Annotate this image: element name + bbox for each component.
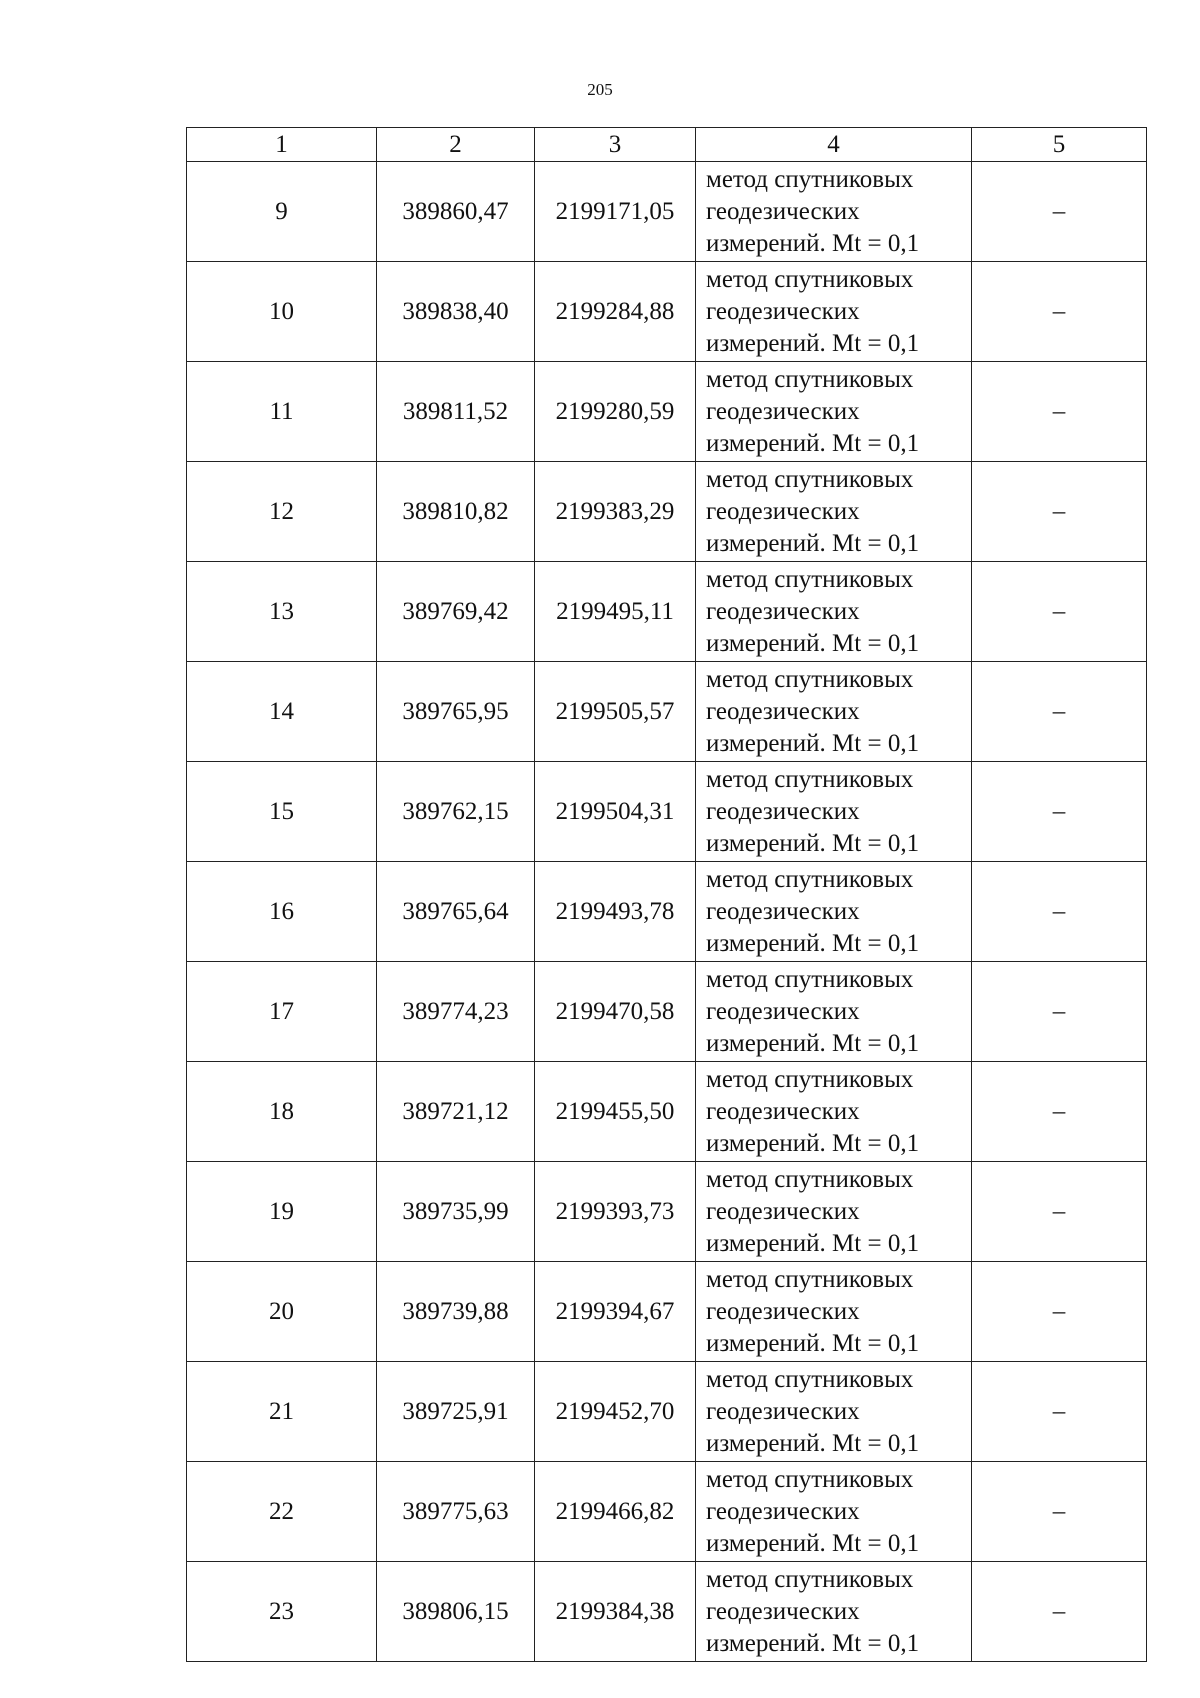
method-line: метод спутниковых (706, 1065, 914, 1093)
method-line: метод спутниковых (706, 865, 914, 893)
y-coordinate-cell: 2199452,70 (535, 1362, 696, 1462)
y-coordinate-cell: 2199504,31 (535, 762, 696, 862)
point-number-cell: 20 (187, 1262, 377, 1362)
point-number-cell: 17 (187, 962, 377, 1062)
method-cell (696, 362, 972, 462)
method-line: геодезических (706, 597, 860, 625)
x-coordinate-cell: 389739,88 (377, 1262, 535, 1362)
column-header-3: 3 (535, 128, 696, 162)
note-cell: – (972, 762, 1147, 862)
x-coordinate-cell: 389762,15 (377, 762, 535, 862)
method-cell (696, 1262, 972, 1362)
method-cell (696, 1562, 972, 1662)
method-line: геодезических (706, 1197, 860, 1225)
method-cell (696, 562, 972, 662)
x-coordinate-cell: 389775,63 (377, 1462, 535, 1562)
x-coordinate-cell: 389765,95 (377, 662, 535, 762)
x-coordinate-cell: 389811,52 (377, 362, 535, 462)
method-line: измерений. Mt = 0,1 (706, 629, 920, 657)
method-line: измерений. Mt = 0,1 (706, 729, 920, 757)
method-line: метод спутниковых (706, 1165, 914, 1193)
note-cell: – (972, 662, 1147, 762)
method-line: метод спутниковых (706, 1565, 914, 1593)
point-number-cell: 23 (187, 1562, 377, 1662)
point-number-cell: 14 (187, 662, 377, 762)
method-line: измерений. Mt = 0,1 (706, 1629, 920, 1657)
note-cell: – (972, 262, 1147, 362)
coordinates-table (186, 127, 1147, 1662)
method-line: метод спутниковых (706, 465, 914, 493)
y-coordinate-cell: 2199505,57 (535, 662, 696, 762)
method-line: измерений. Mt = 0,1 (706, 529, 920, 557)
method-line: измерений. Mt = 0,1 (706, 1329, 920, 1357)
y-coordinate-cell: 2199455,50 (535, 1062, 696, 1162)
column-header-4: 4 (696, 128, 972, 162)
method-line: геодезических (706, 497, 860, 525)
y-coordinate-cell: 2199495,11 (535, 562, 696, 662)
method-line: измерений. Mt = 0,1 (706, 1129, 920, 1157)
method-line: метод спутниковых (706, 365, 914, 393)
note-cell: – (972, 1562, 1147, 1662)
header-row (187, 128, 1147, 162)
table-row (187, 762, 1147, 862)
table-row (187, 662, 1147, 762)
method-cell (696, 462, 972, 562)
table-row (187, 1362, 1147, 1462)
method-line: измерений. Mt = 0,1 (706, 329, 920, 357)
table-row (187, 262, 1147, 362)
note-cell: – (972, 1262, 1147, 1362)
point-number-cell: 10 (187, 262, 377, 362)
method-line: метод спутниковых (706, 765, 914, 793)
method-line: геодезических (706, 897, 860, 925)
note-cell: – (972, 862, 1147, 962)
y-coordinate-cell: 2199284,88 (535, 262, 696, 362)
method-line: геодезических (706, 397, 860, 425)
y-coordinate-cell: 2199384,38 (535, 1562, 696, 1662)
note-cell: – (972, 1462, 1147, 1562)
note-cell: – (972, 462, 1147, 562)
note-cell: – (972, 1062, 1147, 1162)
method-cell (696, 1462, 972, 1562)
x-coordinate-cell: 389838,40 (377, 262, 535, 362)
method-line: метод спутниковых (706, 1365, 914, 1393)
table-row (187, 362, 1147, 462)
method-line: геодезических (706, 297, 860, 325)
method-cell (696, 762, 972, 862)
x-coordinate-cell: 389721,12 (377, 1062, 535, 1162)
method-line: метод спутниковых (706, 165, 914, 193)
note-cell: – (972, 562, 1147, 662)
method-cell (696, 662, 972, 762)
method-line: измерений. Mt = 0,1 (706, 1229, 920, 1257)
method-line: измерений. Mt = 0,1 (706, 829, 920, 857)
point-number-cell: 13 (187, 562, 377, 662)
point-number-cell: 11 (187, 362, 377, 462)
table-row (187, 1062, 1147, 1162)
x-coordinate-cell: 389774,23 (377, 962, 535, 1062)
method-cell (696, 262, 972, 362)
table-row (187, 1262, 1147, 1362)
method-line: измерений. Mt = 0,1 (706, 1529, 920, 1557)
x-coordinate-cell: 389765,64 (377, 862, 535, 962)
table-row (187, 862, 1147, 962)
method-line: геодезических (706, 1497, 860, 1525)
y-coordinate-cell: 2199280,59 (535, 362, 696, 462)
table-row (187, 462, 1147, 562)
method-line: измерений. Mt = 0,1 (706, 229, 920, 257)
method-line: измерений. Mt = 0,1 (706, 1429, 920, 1457)
x-coordinate-cell: 389806,15 (377, 1562, 535, 1662)
method-line: метод спутниковых (706, 1265, 914, 1293)
point-number-cell: 12 (187, 462, 377, 562)
method-line: геодезических (706, 1597, 860, 1625)
column-header-2: 2 (377, 128, 535, 162)
x-coordinate-cell: 389860,47 (377, 162, 535, 262)
y-coordinate-cell: 2199493,78 (535, 862, 696, 962)
method-line: геодезических (706, 1297, 860, 1325)
y-coordinate-cell: 2199470,58 (535, 962, 696, 1062)
table-body (187, 162, 1147, 1662)
table-row (187, 562, 1147, 662)
coordinates-table-container (186, 127, 1146, 1662)
method-line: метод спутниковых (706, 265, 914, 293)
method-line: метод спутниковых (706, 565, 914, 593)
method-line: геодезических (706, 697, 860, 725)
point-number-cell: 21 (187, 1362, 377, 1462)
method-line: геодезических (706, 997, 860, 1025)
column-header-1: 1 (187, 128, 377, 162)
note-cell: – (972, 162, 1147, 262)
method-cell (696, 162, 972, 262)
page-number: 205 (587, 80, 613, 99)
x-coordinate-cell: 389735,99 (377, 1162, 535, 1262)
table-row (187, 162, 1147, 262)
y-coordinate-cell: 2199393,73 (535, 1162, 696, 1262)
table-row (187, 1162, 1147, 1262)
point-number-cell: 9 (187, 162, 377, 262)
table-row (187, 962, 1147, 1062)
column-header-5: 5 (972, 128, 1147, 162)
x-coordinate-cell: 389725,91 (377, 1362, 535, 1462)
method-line: измерений. Mt = 0,1 (706, 929, 920, 957)
method-line: метод спутниковых (706, 965, 914, 993)
method-line: метод спутниковых (706, 1465, 914, 1493)
y-coordinate-cell: 2199171,05 (535, 162, 696, 262)
method-line: геодезических (706, 1097, 860, 1125)
point-number-cell: 16 (187, 862, 377, 962)
method-cell (696, 862, 972, 962)
point-number-cell: 19 (187, 1162, 377, 1262)
note-cell: – (972, 962, 1147, 1062)
method-cell (696, 1362, 972, 1462)
method-line: геодезических (706, 797, 860, 825)
table-row (187, 1562, 1147, 1662)
y-coordinate-cell: 2199383,29 (535, 462, 696, 562)
point-number-cell: 18 (187, 1062, 377, 1162)
method-line: метод спутниковых (706, 665, 914, 693)
note-cell: – (972, 1162, 1147, 1262)
method-line: геодезических (706, 197, 860, 225)
y-coordinate-cell: 2199466,82 (535, 1462, 696, 1562)
method-line: измерений. Mt = 0,1 (706, 429, 920, 457)
y-coordinate-cell: 2199394,67 (535, 1262, 696, 1362)
method-cell (696, 962, 972, 1062)
method-line: геодезических (706, 1397, 860, 1425)
method-cell (696, 1162, 972, 1262)
x-coordinate-cell: 389769,42 (377, 562, 535, 662)
x-coordinate-cell: 389810,82 (377, 462, 535, 562)
table-row (187, 1462, 1147, 1562)
method-cell (696, 1062, 972, 1162)
note-cell: – (972, 1362, 1147, 1462)
method-line: измерений. Mt = 0,1 (706, 1029, 920, 1057)
note-cell: – (972, 362, 1147, 462)
point-number-cell: 22 (187, 1462, 377, 1562)
point-number-cell: 15 (187, 762, 377, 862)
